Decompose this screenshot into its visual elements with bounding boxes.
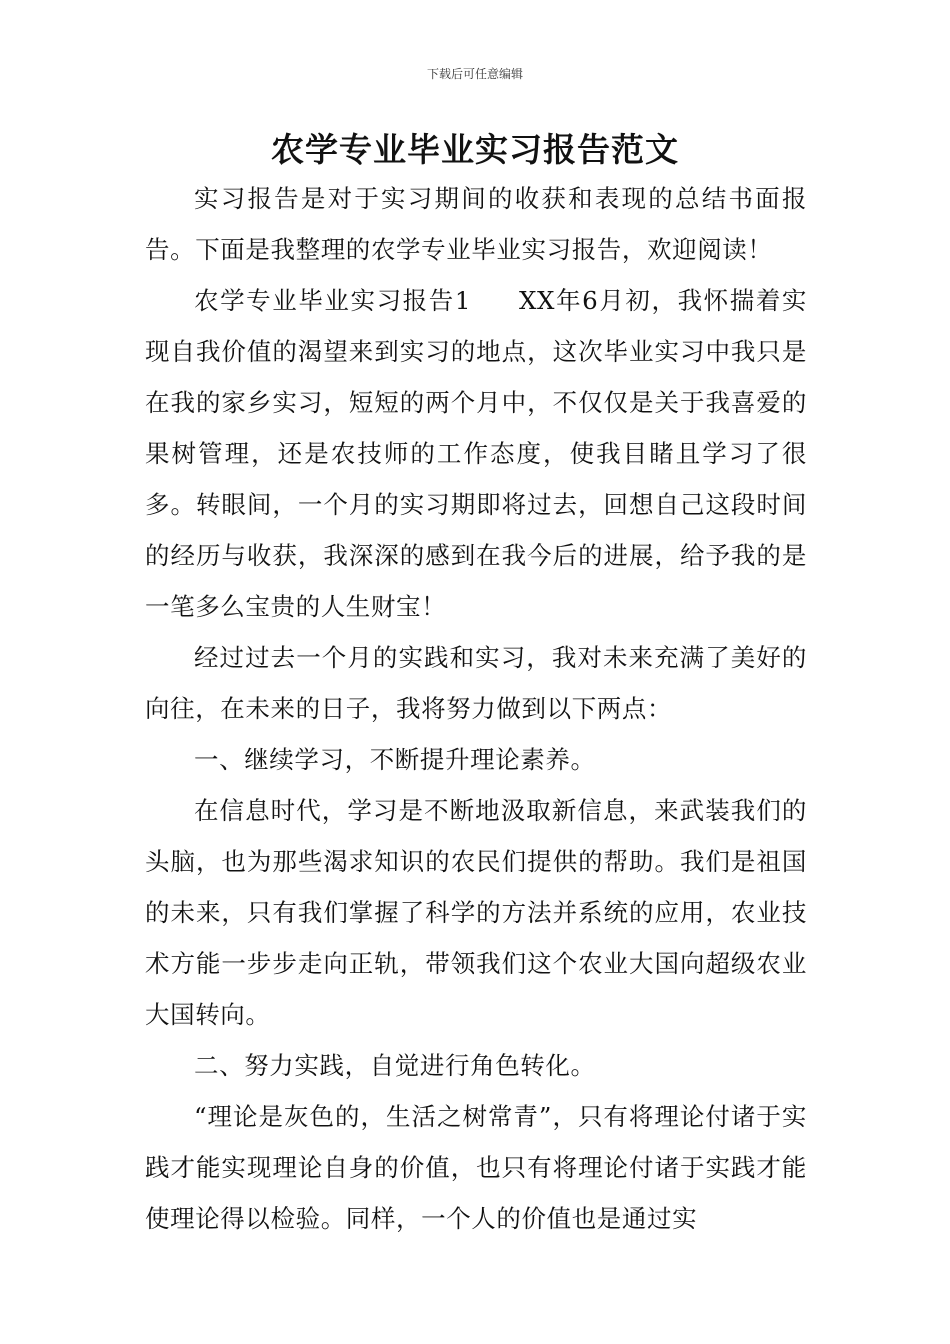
paragraph-intro: 实习报告是对于实习期间的收获和表现的总结书面报告。下面是我整理的农学专业毕业实习报告，欢迎阅读！ — [145, 184, 807, 264]
paragraph-learning: 在信息时代，学习是不断地汲取新信息，来武装我们的头脑，也为那些渴求知识的农民们提供的帮助。我们是祖国的未来，只有我们掌握了科学的方法并系统的应用，农业技术方能一步步走向正轨，带领我们这个农业大国向超级农业大国转向。 — [145, 796, 807, 1029]
paragraph-outlook: 经过过去一个月的实践和实习，我对未来充满了美好的向往，在未来的日子，我将努力做到以下两点： — [145, 643, 807, 723]
page-title: 农学专业毕业实习报告范文 — [271, 130, 679, 169]
section-heading-2: 二、努力实践，自觉进行角色转化。 — [194, 1051, 596, 1080]
paragraph-practice: “理论是灰色的，生活之树常青”，只有将理论付诸于实践才能实现理论自身的价值，也只有将理论付诸于实践才能使理论得以检验。同样，一个人的价值也是通过实 — [145, 1102, 807, 1233]
header-note: 下载后可任意编辑 — [426, 67, 523, 81]
section-heading-1: 一、继续学习，不断提升理论素养。 — [194, 745, 596, 774]
paragraph-report-start — [145, 275, 807, 632]
document-body — [145, 173, 807, 1244]
report-label: 农学专业毕业实习报告1 — [194, 286, 472, 315]
report-text: XX年6月初，我怀揣着实现自我价值的渴望来到实习的地点，这次毕业实习中我只是在我的家乡实习，短短的两个月中，不仅仅是关于我喜爱的果树管理，还是农技师的工作态度，使我目睹且学习了很多。转眼间，一个月的实习期即将过去，回想自己这段时间的经历与收获，我深深的感到在我今后的进展，给予我的是一笔多么宝贵的人生财宝！ — [145, 286, 808, 621]
